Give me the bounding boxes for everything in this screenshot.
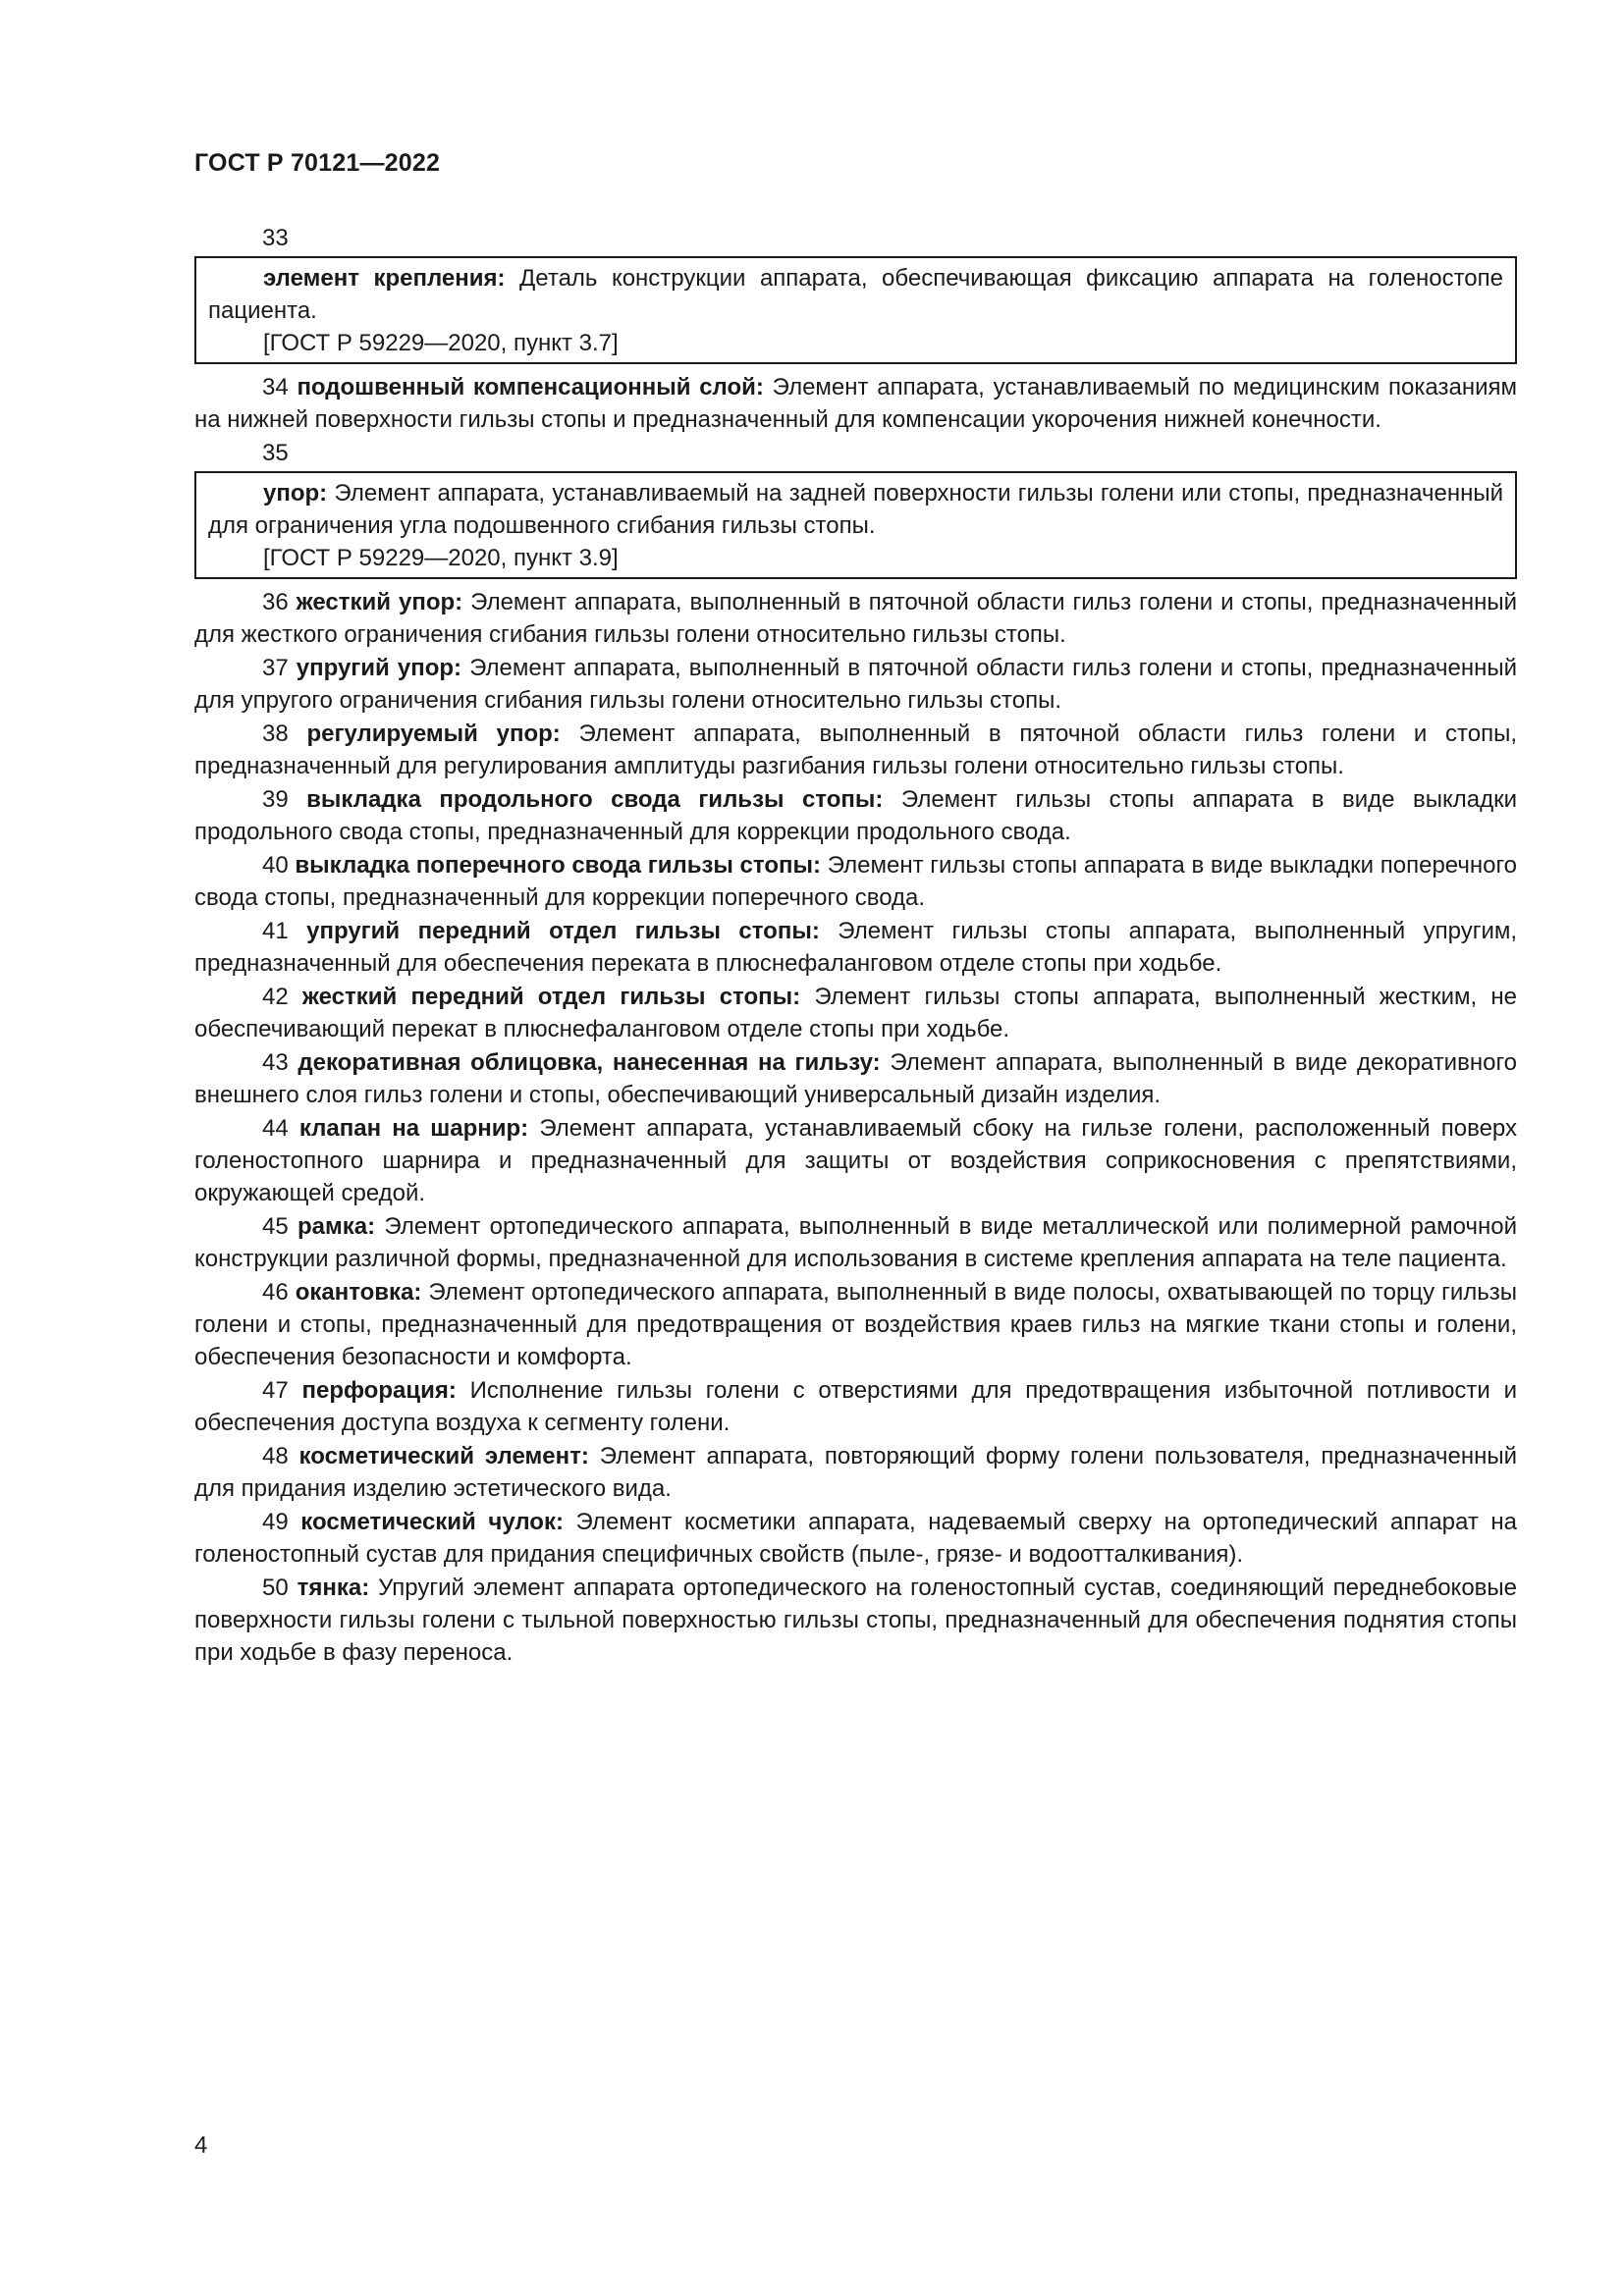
term-entry [194,1506,1517,1571]
term-entry [194,1374,1517,1439]
term-entry [194,652,1517,717]
term-number: 46 [262,1279,289,1306]
term-text: Элемент аппарата, выполненный в виде декоративного внешнего слоя гильз голени и стопы, обеспечивающий универсальный дизайн изделия. [194,1049,1518,1108]
term-name: клапан на шарнир: [298,1115,529,1142]
term-entry [194,718,1517,782]
term-text: Деталь конструкции аппарата, обеспечивающая фиксацию аппарата на голеностопе пациента. [208,265,1504,324]
boxed-term-33 [194,256,1517,364]
term-name: подошвенный компенсационный слой: [297,374,764,400]
term-number: 44 [262,1115,289,1142]
term-text: Элемент гильзы стопы аппарата, выполненный упругим, предназначенный для обеспечения переката в плюснефаланговом отделе стопы при ходьбе. [194,918,1518,977]
term-number: 42 [262,984,289,1010]
term-entry [194,981,1517,1045]
term-entry [194,1276,1517,1373]
term-number: 45 [262,1213,289,1240]
term-name: рамка: [298,1213,376,1240]
term-entry [194,1440,1517,1505]
term-name: декоративная облицовка, нанесенная на гильзу: [298,1049,881,1076]
term-number: 40 [262,852,289,879]
term-entry [194,1210,1517,1275]
term-number: 33 [262,225,289,251]
term-entry [194,1046,1517,1111]
term-name: упругий упор: [296,655,462,681]
document-header: ГОСТ Р 70121—2022 [194,149,441,177]
term-name: тянка: [297,1575,370,1601]
term-text: Элемент ортопедического аппарата, выполненный в виде металлической или полимерной рамочной конструкции различной формы, предназначенной для использования в системе крепления аппарата на теле пациента. [194,1213,1518,1272]
term-name: жесткий упор: [296,589,463,615]
term-number: 39 [262,786,289,813]
term-entry [194,915,1517,980]
term-text: Упругий элемент аппарата ортопедического на голеностопный сустав, соединяющий переднебоковые поверхности гильзы голени с тыльной поверхностью гильзы стопы, предназначенный для обеспечения поднятия стопы при ходьбе в фазу переноса. [194,1575,1518,1666]
term-reference: [ГОСТ Р 59229—2020, пункт 3.9] [263,545,619,571]
term-text: Элемент аппарата, выполненный в пяточной области гильз голени и стопы, предназначенный для упругого ограничения сгибания гильзы голени относительно гильзы стопы. [194,655,1517,714]
term-name: косметический чулок: [300,1509,564,1535]
term-entry [194,1112,1517,1209]
term-name: окантовка: [295,1279,422,1306]
term-entry [194,586,1517,651]
term-text: Элемент гильзы стопы аппарата, выполненный жестким, не обеспечивающий перекат в плюснефаланговом отделе стопы при ходьбе. [194,984,1518,1042]
term-text: Элемент аппарата, повторяющий форму голени пользователя, предназначенный для придания изделию эстетического вида. [194,1443,1518,1502]
term-number: 49 [262,1509,289,1535]
term-name: жесткий передний отдел гильзы стопы: [301,984,801,1010]
term-name: элемент крепления: [263,265,506,292]
term-number: 38 [262,721,289,747]
term-number: 48 [262,1443,289,1469]
boxed-term-35 [194,471,1517,579]
term-number: 41 [262,918,289,944]
term-name: выкладка поперечного свода гильзы стопы: [295,852,821,879]
page-number: 4 [194,2132,208,2159]
term-name: косметический элемент: [298,1443,589,1469]
term-name: регулируемый упор: [306,721,561,747]
term-name: упор: [263,480,328,507]
term-number: 36 [262,589,289,615]
term-text: Элемент гильзы стопы аппарата в виде выкладки поперечного свода стопы, предназначенный для коррекции поперечного свода. [194,852,1518,911]
term-text: Элемент аппарата, выполненный в пяточной области гильз голени и стопы, предназначенный для жесткого ограничения сгибания гильзы голени относительно гильзы стопы. [194,589,1518,648]
term-number: 50 [262,1575,289,1601]
term-name: упругий передний отдел гильзы стопы: [306,918,820,944]
term-text: Элемент аппарата, устанавливаемый по медицинским показаниям на нижней поверхности гильзы стопы и предназначенный для компенсации укорочения нижней конечности. [194,374,1517,433]
term-definition [208,477,1503,542]
term-definition [208,262,1503,327]
terms-list [194,222,1517,1670]
term-number: 47 [262,1377,289,1404]
term-text: Элемент косметики аппарата, надеваемый сверху на ортопедический аппарат на голеностопный сустав для придания специфичных свойств (пыле-, грязе- и водоотталкивания). [194,1509,1518,1568]
term-number: 35 [262,440,289,466]
term-text: Элемент гильзы стопы аппарата в виде выкладки продольного свода стопы, предназначенный для коррекции продольного свода. [194,786,1517,845]
term-number: 43 [262,1049,289,1076]
term-entry [194,1572,1517,1669]
term-text: Элемент ортопедического аппарата, выполненный в виде полосы, охватывающей по торцу гильзы голени и стопы, предназначенный для предотвращения от воздействия краев гильз на мягкие ткани стопы и голени, обеспечения безопасности и комфорта. [194,1279,1517,1370]
term-text: Элемент аппарата, устанавливаемый на задней поверхности гильзы голени или стопы, предназначенный для ограничения угла подошвенного сгибания гильзы стопы. [208,480,1504,539]
term-text: Элемент аппарата, выполненный в пяточной области гильз голени и стопы, предназначенный для регулирования амплитуды разгибания гильзы голени относительно гильзы стопы. [194,721,1517,779]
term-name: выкладка продольного свода гильзы стопы: [306,786,884,813]
term-entry-34 [194,371,1517,436]
term-text: Исполнение гильзы голени с отверстиями для предотвращения избыточной потливости и обеспечения доступа воздуха к сегменту голени. [194,1377,1517,1436]
term-name: перфорация: [301,1377,457,1404]
term-number: 34 [262,374,289,400]
term-entry [194,783,1517,848]
term-text: Элемент аппарата, устанавливаемый сбоку на гильзе голени, расположенный поверх голеностопного шарнира и предназначенный для защиты от воздействия соприкосновения с препятствиями, окружающей средой. [194,1115,1517,1206]
term-reference: [ГОСТ Р 59229—2020, пункт 3.7] [263,330,619,356]
term-entry [194,849,1517,914]
term-number: 37 [262,655,289,681]
